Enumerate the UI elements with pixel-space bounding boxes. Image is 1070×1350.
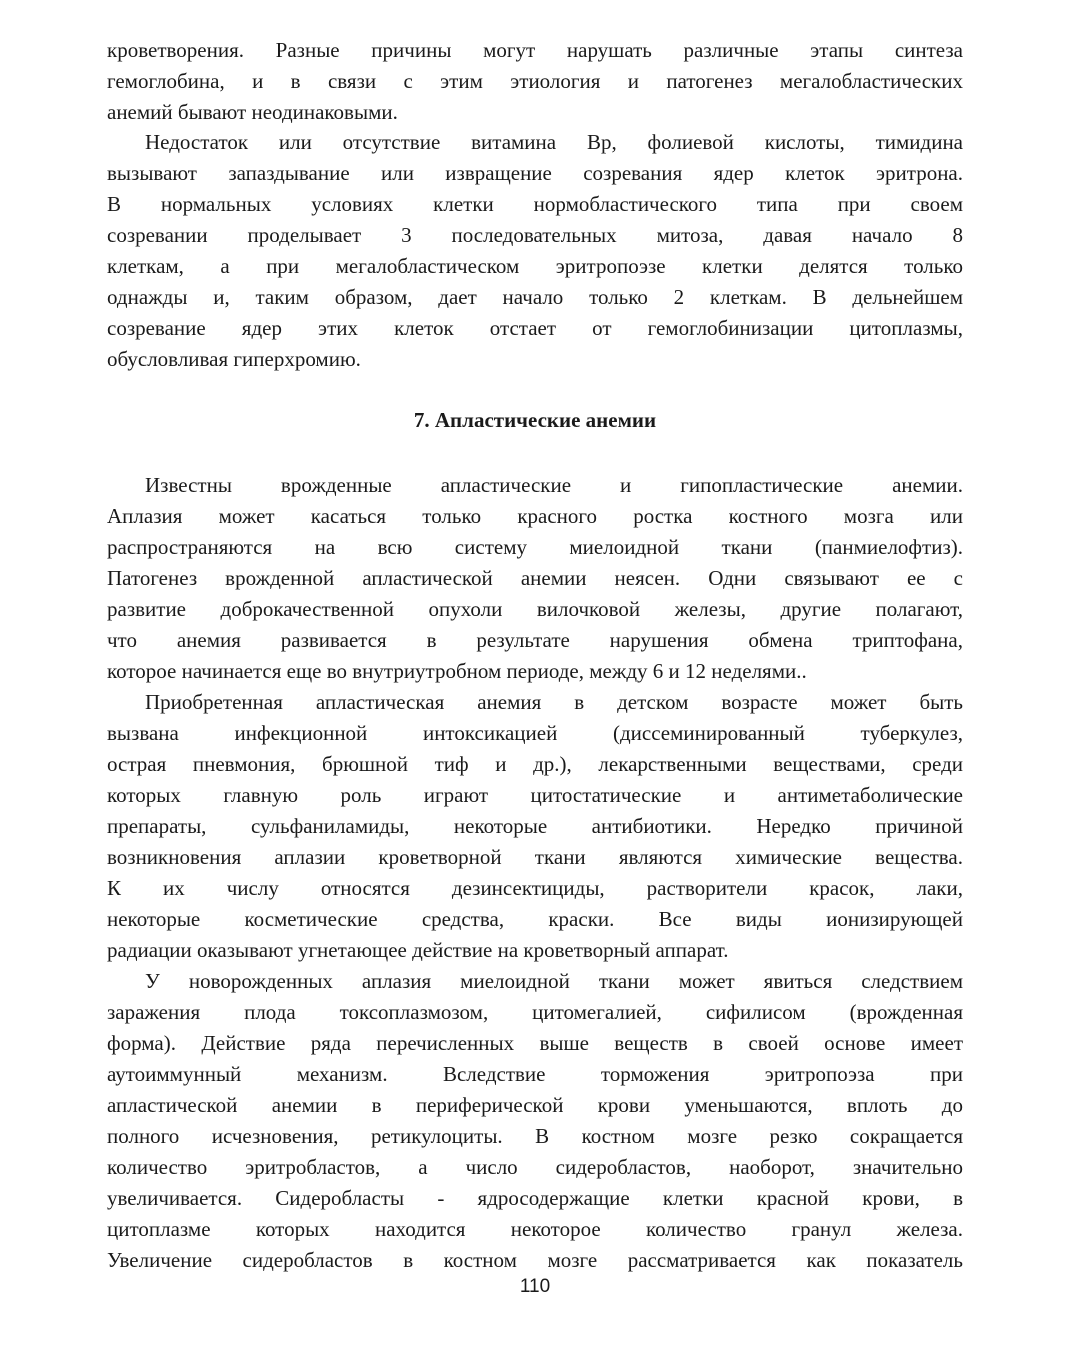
section-body xyxy=(107,470,963,1276)
text-line: препараты, сульфаниламиды, некоторые антибиотики. Нередко причиной xyxy=(107,814,963,838)
text-line: созревание ядер этих клеток отстает от гемоглобинизации цитоплазмы, xyxy=(107,316,963,340)
text-line: Недостаток или отсутствие витамина Вр, фолиевой кислоты, тимидина xyxy=(145,130,963,154)
text-line: радиации оказывают угнетающее действие на кроветворный аппарат. xyxy=(107,938,729,962)
text-line: развитие доброкачественной опухоли вилочковой железы, другие полагают, xyxy=(107,597,963,621)
paragraph-continuation xyxy=(107,35,963,128)
text-line: апластической анемии в периферической крови уменьшаются, вплоть до xyxy=(107,1093,963,1117)
section-heading: 7. Апластические анемии xyxy=(413,408,657,432)
text-line: К их числу относятся дезинсектициды, растворители красок, лаки, xyxy=(107,876,963,900)
text-line: цитоплазме которых находится некоторое количество гранул железа. xyxy=(107,1217,963,1241)
text-line: Аплазия может касаться только красного ростка костного мозга или xyxy=(107,504,963,528)
text-line: Увеличение сидеробластов в костном мозге рассматривается как показатель xyxy=(107,1248,963,1272)
text-line: полного исчезновения, ретикулоциты. В костном мозге резко сокращается xyxy=(107,1124,963,1148)
text-line: некоторые косметические средства, краски. Все виды ионизирующей xyxy=(107,907,963,931)
text-line: гемоглобина, и в связи с этим этиология и патогенез мегалобластических xyxy=(107,69,963,93)
text-line: В нормальных условиях клетки нормобластического типа при своем xyxy=(107,192,963,216)
text-line: Известны врожденные апластические и гипопластические анемии. xyxy=(145,473,963,497)
text-line: которых главную роль играют цитостатические и антиметаболические xyxy=(107,783,963,807)
text-line: вызвана инфекционной интоксикацией (диссеминированный туберкулез, xyxy=(107,721,963,745)
text-line: вызывают запаздывание или извращение созревания ядер клеток эритрона. xyxy=(107,161,963,185)
text-line: Патогенез врожденной апластической анемии неясен. Одни связывают ее с xyxy=(107,566,963,590)
text-line: аутоиммунный механизм. Вследствие торможения эритропоэза при xyxy=(107,1062,963,1086)
text-line: распространяются на всю систему миелоидной ткани (панмиелофтиз). xyxy=(107,535,963,559)
text-line: что анемия развивается в результате нарушения обмена триптофана, xyxy=(107,628,963,652)
text-line: однажды и, таким образом, дает начало только 2 клеткам. В дельнейшем xyxy=(107,285,963,309)
text-line: которое начинается еще во внутриутробном периоде, между 6 и 12 неделями.. xyxy=(107,659,807,683)
page-number: 110 xyxy=(519,1276,551,1297)
text-line: заражения плода токсоплазмозом, цитомегалией, сифилисом (врожденная xyxy=(107,1000,963,1024)
text-line: анемий бывают неодинаковыми. xyxy=(107,100,398,124)
text-line: острая пневмония, брюшной тиф и др.), лекарственными веществами, среди xyxy=(107,752,963,776)
text-line: обусловливая гиперхромию. xyxy=(107,347,361,371)
text-line: Приобретенная апластическая анемия в детском возрасте может быть xyxy=(145,690,963,714)
text-line: созревании проделывает 3 последовательных митоза, давая начало 8 xyxy=(107,223,963,247)
text-line: форма). Действие ряда перечисленных выше веществ в своей основе имеет xyxy=(107,1031,963,1055)
text-line: возникновения аплазии кроветворной ткани являются химические вещества. xyxy=(107,845,963,869)
text-line: количество эритробластов, а число сидеробластов, наоборот, значительно xyxy=(107,1155,963,1179)
paragraph-vitamin-deficiency xyxy=(107,127,963,375)
text-line: кроветворения. Разные причины могут нарушать различные этапы синтеза xyxy=(107,38,963,62)
text-line: клеткам, а при мегалобластическом эритропоэзе клетки делятся только xyxy=(107,254,963,278)
text-line: увеличивается. Сидеробласты - ядросодержащие клетки красной крови, в xyxy=(107,1186,963,1210)
text-line: У новорожденных аплазия миелоидной ткани может явиться следствием xyxy=(145,969,963,993)
